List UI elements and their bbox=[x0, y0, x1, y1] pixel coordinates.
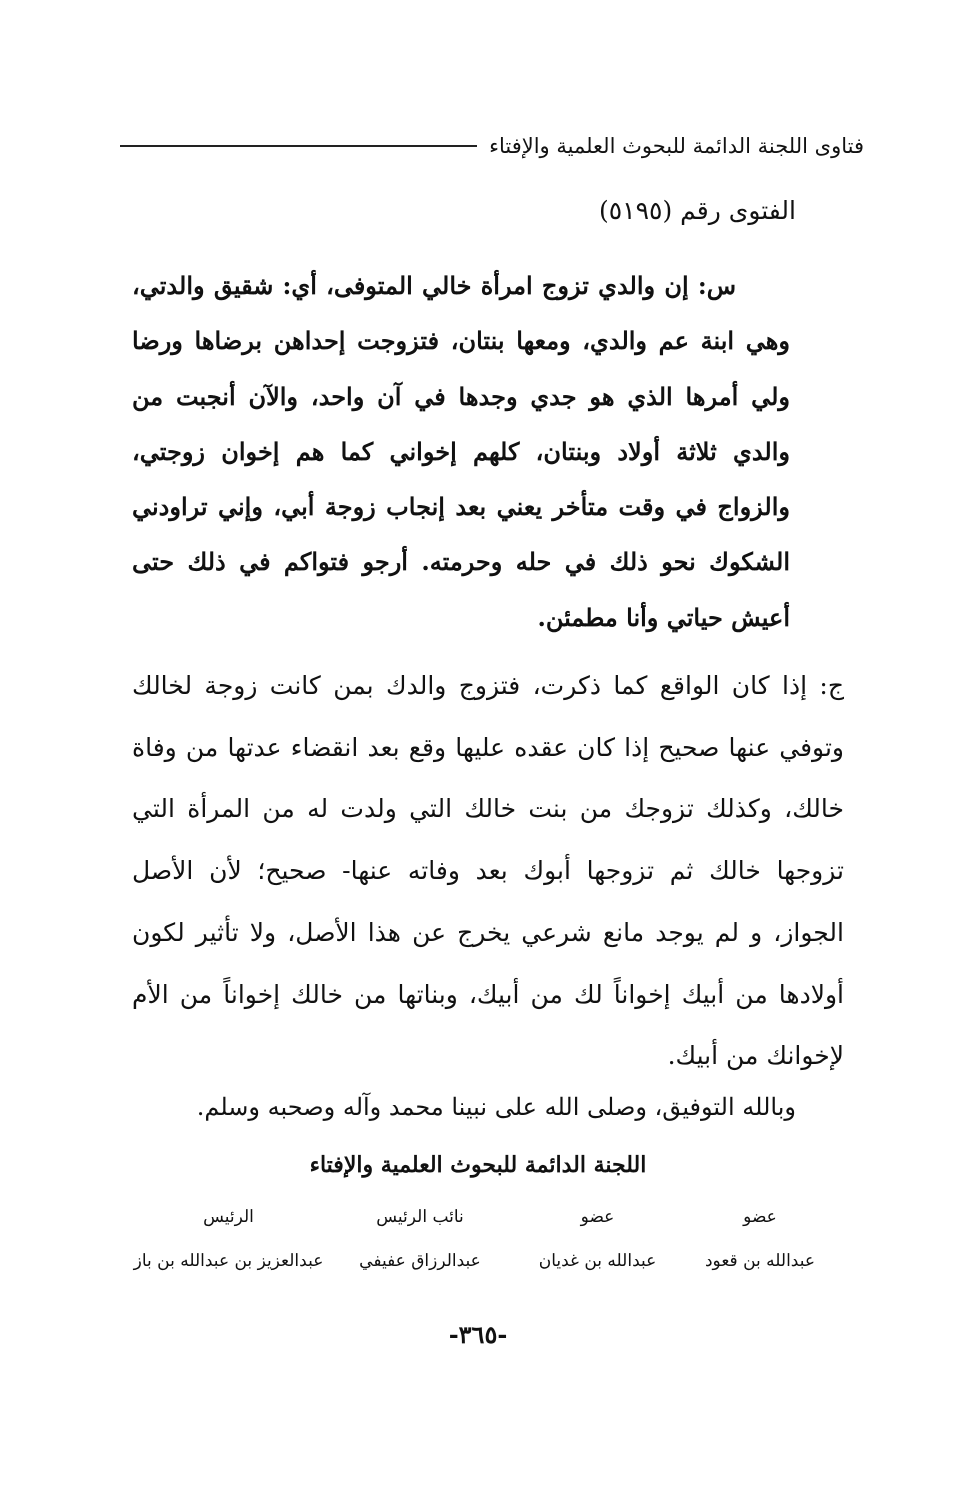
question-paragraph bbox=[132, 258, 790, 645]
committee-title: اللجنة الدائمة للبحوث العلمية والإفتاء bbox=[309, 1152, 647, 1178]
signatory-name: عبدالرزاق عفيفي bbox=[359, 1251, 481, 1271]
signatory-name: عبدالله بن قعود bbox=[704, 1251, 815, 1271]
answer-paragraph bbox=[132, 655, 844, 1087]
signatory-name: عبدالله بن غديان bbox=[538, 1251, 657, 1271]
closing-formula: وبالله التوفيق، وصلى الله على نبينا محمد وآله وصحبه وسلم. bbox=[196, 1093, 796, 1121]
page-number: -٣٦٥- bbox=[448, 1320, 508, 1349]
header-rule bbox=[120, 145, 477, 147]
signatory-role: نائب الرئيس bbox=[376, 1207, 464, 1227]
signatory bbox=[680, 1203, 840, 1279]
signatory-name: عبدالعزيز بن عبدالله بن باز bbox=[133, 1251, 324, 1271]
signatories bbox=[132, 1203, 840, 1283]
running-header bbox=[120, 126, 864, 166]
header-title: فتاوى اللجنة الدائمة للبحوث العلمية والإفتاء bbox=[489, 134, 864, 158]
signatory bbox=[132, 1203, 325, 1279]
question-text: س: إن والدي تزوج امرأة خالي المتوفى، أي: شقيق والدتي، وهي ابنة عم والدي، ومعها بنتان، فتزوجت إحداهن برضاها ورضا ولي أمرها الذي هو جدي وجدها في آن واحد، والآن أنجبت من والدي ثلاثة أولاد وبنتان، كلهم إخواني كما هم إخوان زوجتي، والزواج في وقت متأخر يعني بعد إنجاب زوجة أبي، وإني تراودني الشكوك نحو ذلك في حله وحرمته. أرجو فتواكم في ذلك حتى أعيش حياتي وأنا مطمئن. bbox=[132, 271, 790, 632]
signatory-role: عضو bbox=[743, 1207, 777, 1227]
signatory bbox=[325, 1203, 515, 1279]
signatory-role: الرئيس bbox=[203, 1207, 254, 1227]
answer-text: ج: إذا كان الواقع كما ذكرت، فتزوج والدك بمن كانت زوجة لخالك وتوفي عنها صحيح إذا كان عقده عليها وقع بعد انقضاء عدتها من وفاة خالك، وكذلك تزوجك من بنت خالك التي ولدت له من المرأة التي تزوجها خالك ثم تزوجها أبوك بعد وفاته عنها- صحيح؛ لأن الأصل الجواز، و لم يوجد مانع شرعي يخرج عن هذا الأصل، ولا تأثير لكون أولادها من أبيك إخواناً لك من أبيك، وبناتها من خالك إخواناً من الأم لإخوانك من أبيك. bbox=[132, 671, 844, 1071]
fatwa-number: الفتوى رقم (٥١٩٥) bbox=[598, 196, 796, 225]
signatory-role: عضو bbox=[580, 1207, 615, 1227]
signatory bbox=[515, 1203, 680, 1279]
